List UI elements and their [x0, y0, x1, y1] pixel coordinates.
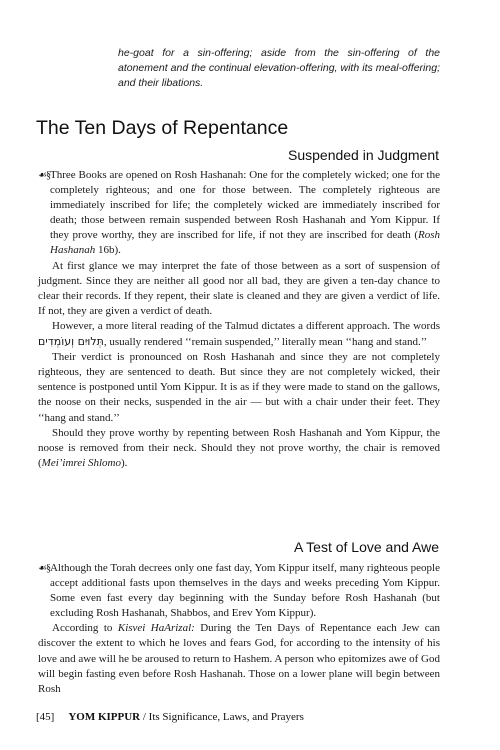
paragraph-text: 16b). [95, 244, 121, 257]
source-citation: Mei’imrei Shlomo [41, 456, 121, 469]
intro-passage: he-goat for a sin-offering; aside from the sin-offering of the atonement and the continual elevation-offering, with its meal-offering; and their libations. [118, 47, 440, 89]
section-love-awe-body [38, 561, 440, 697]
paragraph: Their verdict is pronounced on Rosh Hashanah and since they are not completely righteous, they are sentenced to death. But since they are not completely wicked, their sentence is postponed until Yom Kippur. It is as if they were made to stand on the gallows, the noose on their necks, suspended in the air — but with a chair under their feet. They ‘‘hang and stand.’’ [38, 351, 440, 424]
paragraph-text: However, a more literal reading of the Talmud dictates a different approach. The words [52, 319, 440, 332]
page-footer [36, 711, 304, 723]
source-citation: Rosh Hashanah [50, 229, 440, 257]
paragraph-mark-icon: ☙§ [38, 563, 50, 574]
section-title-love-awe: A Test of Love and Awe [293, 539, 439, 555]
section-title-suspended: Suspended in Judgment [288, 147, 439, 163]
paragraph-text: Three Books are opened on Rosh Hashanah: One for the completely wicked; one for the completely righteous; and one for those between. The completely righteous are immediately inscribed for life; the completely wicked are immediately inscribed for death; those between remain suspended between Rosh Hashanah and Yom Kippur. If they prove worthy, they are inscribed for life, if not they are inscribed for death ( [49, 169, 440, 242]
page-number: [45] [36, 711, 55, 723]
paragraph [38, 319, 440, 350]
section-suspended-body [38, 168, 440, 471]
chapter-title: The Ten Days of Repentance [36, 117, 289, 139]
paragraph [38, 426, 440, 471]
running-subtitle: / Its Significance, Laws, and Prayers [140, 711, 304, 723]
source-citation: Kisvei HaArizal: [117, 622, 195, 635]
paragraph-text: , usually rendered ‘‘remain suspended,’’ literally mean ‘‘hang and stand.’’ [103, 336, 428, 349]
paragraph-text: Should they prove worthy by repenting between Rosh Hashanah and Yom Kippur, the noose is removed from their neck. Should they not prove worthy, the chair is removed ( [38, 426, 440, 469]
paragraph: At first glance we may interpret the fate of those between as a sort of suspension of judgment. Since they are neither all good nor all bad, they are given a ten-day chance to clear their records. If they repent, their slate is cleaned and they are given a verdict of life. If not, they are given a verdict of death. [38, 259, 440, 317]
paragraph [38, 168, 440, 259]
running-title: YOM KIPPUR [68, 711, 141, 723]
paragraph [38, 561, 440, 621]
hebrew-phrase: תְּלוּיִם וְעוֹמְדִים [38, 335, 104, 349]
paragraph-text: According to [52, 622, 118, 635]
paragraph-text: During the Ten Days of Repentance each Jew can discover the extent to which he loves and fears God, for according to the intensity of his love and awe will he be aroused to return to Hashem. A person who epitomizes awe of God will begin fasting even before Rosh Hashanah. Those on a lower plane will begin between Rosh [38, 622, 441, 695]
paragraph-text: Although the Torah decrees only one fast day, Yom Kippur itself, many righteous people accept additional fasts upon themselves in the days and weeks preceding Yom Kippur. Some even fast every day beginning with the Sunday before Rosh Hashanah (but excluding Rosh Hashanah, Shabbos, and Erev Yom Kippur). [49, 562, 440, 620]
paragraph-mark-icon: ☙§ [38, 170, 50, 181]
paragraph [38, 621, 440, 696]
paragraph-text: ). [121, 456, 128, 469]
